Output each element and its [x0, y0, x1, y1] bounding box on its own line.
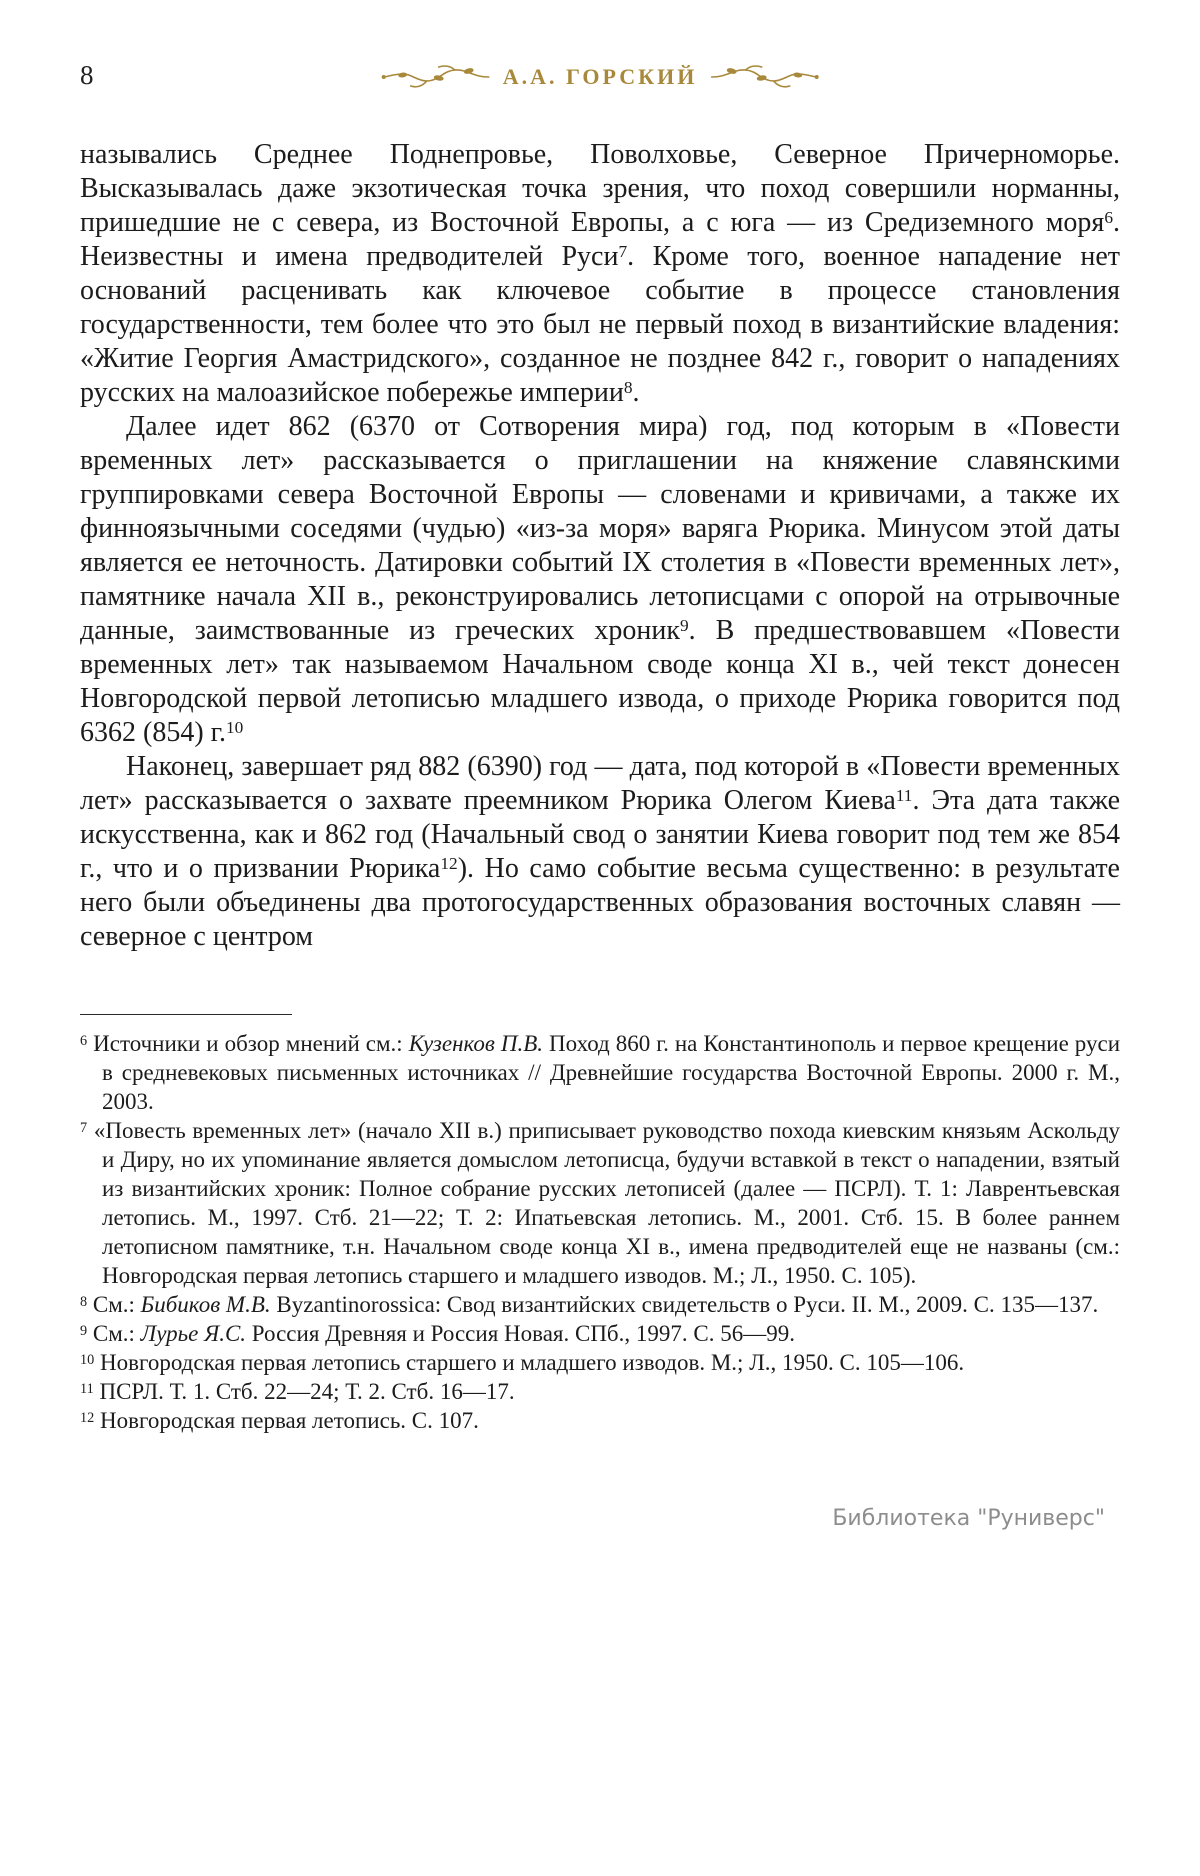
body-text	[0, 138, 1200, 954]
header-author-title: А.А. ГОРСКИЙ	[502, 64, 698, 89]
page-header	[0, 56, 1200, 98]
paragraph: Далее идет 862 (6370 от Сотворения мира) год, под которым в «Повести временных лет» рассказывается о приглашении на княжение славянскими группировками севера Восточной Европы — словенами и кривичами, а также их финноязычными соседями (чудью) «из-за моря» варяга Рюрика. Минусом этой даты является ее неточность. Датировки событий IX столетия в «Повести временных лет», памятнике начала XII в., реконструировались летописцами с опорой на отрывочные данные, заимствованные из греческих хроник$^9$. В предшествовавшем «Повести временных лет» так называемом Начальном своде конца XI в., чей текст донесен Новгородской первой летописью младшего извода, о приходе Рюрика говорится под 6362 (854) г.$^{10}$	[80, 411, 1120, 748]
library-watermark: Библиотека "Руниверс"	[832, 1506, 1105, 1531]
footnote: $^8$ См.: Бибиков М.В. Byzantinorossica: Свод византийских свидетельств о Руси. II. М., 2009. С. 135—137.	[80, 1292, 1099, 1317]
header-ornament	[381, 56, 820, 98]
footnote: $^9$ См.: Лурье Я.С. Россия Древняя и Россия Новая. СПб., 1997. С. 56—99.	[80, 1321, 795, 1346]
paragraph: назывались Среднее Поднепровье, Поволховье, Северное Причерноморье. Высказывалась даже экзотическая точка зрения, что поход совершили норманны, пришедшие не с севера, из Восточной Европы, а с юга — из Средиземного моря$^6$. Неизвестны и имена предводителей Руси$^7$. Кроме того, военное нападение нет оснований расценивать как ключевое событие в процессе становления государственности, тем более что это был не первый поход в византийские владения: «Житие Георгия Амастридского», созданное не позднее 842 г., говорит о нападениях русских на малоазийское побережье империи$^8$.	[80, 139, 1121, 408]
page-number: 8	[80, 60, 94, 90]
footnotes-block	[0, 1029, 1200, 1435]
flourish-left-icon	[381, 64, 491, 90]
paragraph: Наконец, завершает ряд 882 (6390) год — дата, под которой в «Повести временных лет» рассказывается о захвате преемником Рюрика Олегом Киева$^{11}$. Эта дата также искусственна, как и 862 год (Начальный свод о занятии Киева говорит под тем же 854 г., что и о призвании Рюрика$^{12}$). Но само событие весьма существенно: в результате него были объединены два протогосударственных образования восточных славян — северное с центром	[80, 751, 1120, 952]
footnote: $^6$ Источники и обзор мнений см.: Кузенков П.В. Поход 860 г. на Константинополь и первое крещение руси в средневековых письменных источниках // Древнейшие государства Восточной Европы. 2000 г. М., 2003.	[80, 1031, 1120, 1114]
footnote: $^{10}$ Новгородская первая летопись старшего и младшего изводов. М.; Л., 1950. С. 105—106.	[80, 1350, 965, 1375]
footnote: $^{11}$ ПСРЛ. Т. 1. Стб. 22—24; Т. 2. Стб. 16—17.	[80, 1379, 515, 1404]
footnote-separator	[80, 1014, 292, 1015]
footnote: $^{12}$ Новгородская первая летопись. С. 107.	[80, 1408, 479, 1433]
flourish-right-icon	[709, 64, 819, 90]
footnote: $^7$ «Повесть временных лет» (начало XII в.) приписывает руководство похода киевским князьям Аскольду и Диру, но их упоминание является домыслом летописца, будучи вставкой в текст о нападении, взятый из византийских хроник: Полное собрание русских летописей (далее — ПСРЛ). Т. 1: Лаврентьевская летопись. М., 1997. Стб. 21—22; Т. 2: Ипатьевская летопись. М., 2001. Стб. 15. В более раннем летописном памятнике, т.н. Начальном своде конца XI в., имена предводителей еще не названы (см.: Новгородская первая летопись старшего и младшего изводов. М.; Л., 1950. С. 105).	[80, 1118, 1120, 1288]
